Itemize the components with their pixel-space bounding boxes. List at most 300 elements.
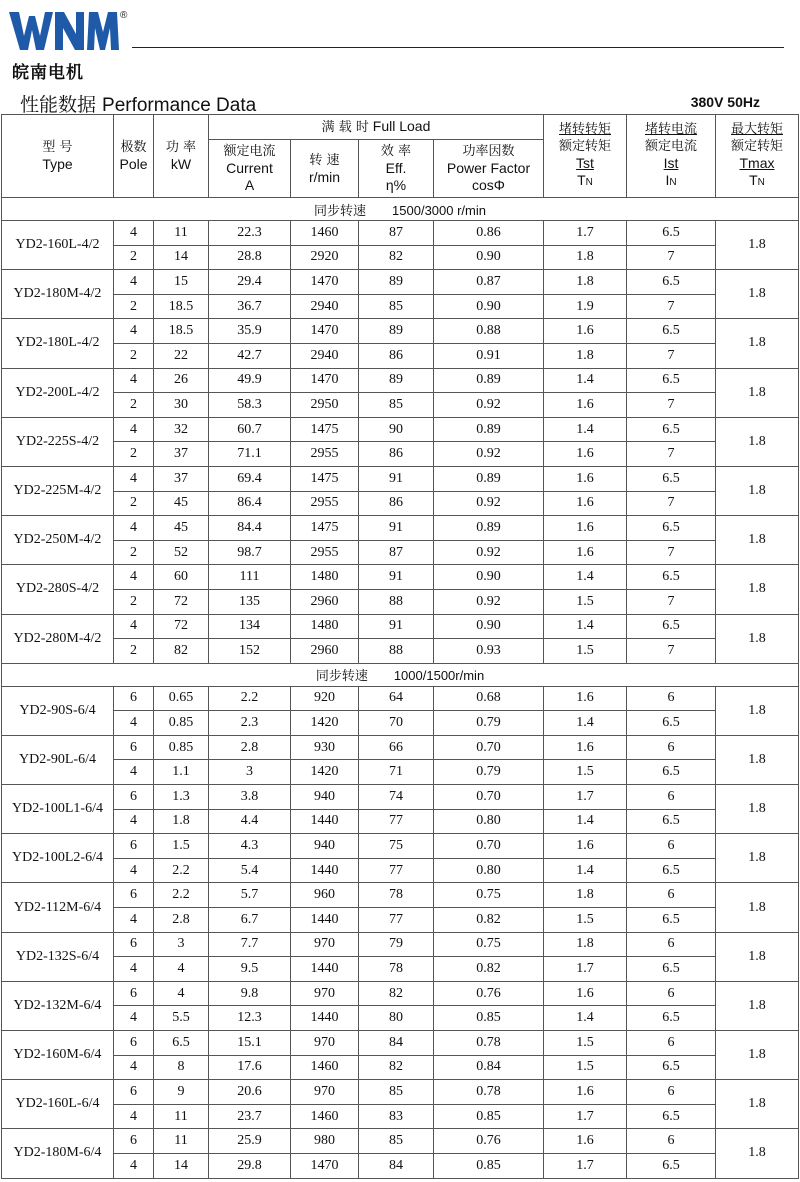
current-cell: 9.5 <box>209 957 291 982</box>
speed-cell: 1440 <box>291 858 359 883</box>
section-label-value: 1000/1500r/min <box>393 668 485 684</box>
max-torque-cell: 1.8 <box>716 614 799 663</box>
locked-current-cell: 6 <box>627 785 716 810</box>
power-factor-cell: 0.84 <box>434 1055 544 1080</box>
power-cell: 30 <box>154 393 209 418</box>
efficiency-cell: 83 <box>359 1104 434 1129</box>
section-label-cn: 同步转速 <box>315 669 368 685</box>
power-cell: 5.5 <box>154 1006 209 1031</box>
power-cell: 8 <box>154 1055 209 1080</box>
power-cell: 11 <box>154 1129 209 1154</box>
speed-cell: 2960 <box>291 589 359 614</box>
header-power: 功 率 kW <box>154 115 209 198</box>
efficiency-cell: 71 <box>359 760 434 785</box>
locked-current-cell: 6.5 <box>627 270 716 295</box>
table-row <box>2 858 799 883</box>
speed-cell: 1460 <box>291 221 359 246</box>
efficiency-cell: 89 <box>359 319 434 344</box>
power-factor-cell: 0.70 <box>434 834 544 859</box>
locked-torque-cell: 1.4 <box>544 368 627 393</box>
power-cell: 2.8 <box>154 908 209 933</box>
locked-torque-cell: 1.8 <box>544 245 627 270</box>
efficiency-cell: 90 <box>359 417 434 442</box>
current-cell: 15.1 <box>209 1031 291 1056</box>
locked-torque-cell: 1.4 <box>544 809 627 834</box>
table-row <box>2 294 799 319</box>
power-factor-cell: 0.87 <box>434 270 544 295</box>
efficiency-cell: 80 <box>359 1006 434 1031</box>
locked-current-cell: 6.5 <box>627 1153 716 1178</box>
locked-torque-cell: 1.7 <box>544 1153 627 1178</box>
locked-current-cell: 6.5 <box>627 957 716 982</box>
header-type: 型 号 Type <box>2 115 114 198</box>
power-cell: 37 <box>154 442 209 467</box>
locked-current-cell: 6.5 <box>627 516 716 541</box>
pole-cell: 4 <box>114 221 154 246</box>
pole-cell: 4 <box>114 1104 154 1129</box>
efficiency-cell: 84 <box>359 1031 434 1056</box>
locked-current-cell: 6.5 <box>627 1055 716 1080</box>
power-cell: 11 <box>154 1104 209 1129</box>
table-row <box>2 785 799 810</box>
current-cell: 3.8 <box>209 785 291 810</box>
speed-cell: 1470 <box>291 319 359 344</box>
table-row <box>2 932 799 957</box>
current-cell: 98.7 <box>209 540 291 565</box>
power-factor-cell: 0.78 <box>434 1031 544 1056</box>
current-cell: 4.3 <box>209 834 291 859</box>
speed-cell: 930 <box>291 735 359 760</box>
power-factor-cell: 0.70 <box>434 785 544 810</box>
header-power-factor: 功率因数 Power Factor cosΦ <box>434 140 544 198</box>
table-row <box>2 957 799 982</box>
table-row <box>2 760 799 785</box>
locked-torque-cell: 1.8 <box>544 883 627 908</box>
current-cell: 134 <box>209 614 291 639</box>
model-type-cell: YD2-160M-6/4 <box>2 1031 114 1080</box>
speed-cell: 940 <box>291 785 359 810</box>
locked-torque-cell: 1.6 <box>544 466 627 491</box>
speed-cell: 1475 <box>291 516 359 541</box>
efficiency-cell: 82 <box>359 981 434 1006</box>
table-row <box>2 270 799 295</box>
power-factor-cell: 0.92 <box>434 491 544 516</box>
power-cell: 4 <box>154 981 209 1006</box>
page-title-en: Performance Data <box>102 95 257 116</box>
section-header <box>2 198 799 221</box>
pole-cell: 6 <box>114 735 154 760</box>
power-cell: 45 <box>154 516 209 541</box>
locked-torque-cell: 1.6 <box>544 834 627 859</box>
power-factor-cell: 0.90 <box>434 294 544 319</box>
pole-cell: 6 <box>114 1080 154 1105</box>
locked-torque-cell: 1.8 <box>544 270 627 295</box>
locked-current-cell: 6 <box>627 1080 716 1105</box>
table-row <box>2 466 799 491</box>
speed-cell: 970 <box>291 1080 359 1105</box>
registered-mark: ® <box>120 10 128 21</box>
locked-current-cell: 6.5 <box>627 1104 716 1129</box>
performance-table <box>1 114 799 1179</box>
pole-cell: 4 <box>114 270 154 295</box>
power-cell: 1.8 <box>154 809 209 834</box>
locked-current-cell: 6.5 <box>627 908 716 933</box>
locked-torque-cell: 1.5 <box>544 1031 627 1056</box>
efficiency-cell: 84 <box>359 1153 434 1178</box>
model-type-cell: YD2-280S-4/2 <box>2 565 114 614</box>
locked-current-cell: 6.5 <box>627 1006 716 1031</box>
power-factor-cell: 0.82 <box>434 908 544 933</box>
model-type-cell: YD2-132M-6/4 <box>2 981 114 1030</box>
speed-cell: 970 <box>291 932 359 957</box>
power-factor-cell: 0.82 <box>434 957 544 982</box>
model-type-cell: YD2-225S-4/2 <box>2 417 114 466</box>
table-row <box>2 809 799 834</box>
locked-current-cell: 7 <box>627 245 716 270</box>
header-current: 额定电流 Current A <box>209 140 291 198</box>
speed-cell: 2955 <box>291 491 359 516</box>
locked-torque-cell: 1.4 <box>544 858 627 883</box>
power-cell: 9 <box>154 1080 209 1105</box>
power-cell: 37 <box>154 466 209 491</box>
table-row <box>2 614 799 639</box>
power-cell: 4 <box>154 957 209 982</box>
model-type-cell: YD2-180M-6/4 <box>2 1129 114 1178</box>
speed-cell: 2955 <box>291 442 359 467</box>
power-factor-cell: 0.75 <box>434 883 544 908</box>
speed-cell: 920 <box>291 686 359 711</box>
section-label-value: 1500/3000 r/min <box>392 202 486 218</box>
efficiency-cell: 70 <box>359 711 434 736</box>
power-factor-cell: 0.86 <box>434 221 544 246</box>
max-torque-cell: 1.8 <box>716 221 799 270</box>
current-cell: 135 <box>209 589 291 614</box>
current-cell: 25.9 <box>209 1129 291 1154</box>
page-title-cn: 性能数据 <box>20 95 97 116</box>
pole-cell: 2 <box>114 245 154 270</box>
speed-cell: 2950 <box>291 393 359 418</box>
efficiency-cell: 79 <box>359 932 434 957</box>
power-factor-cell: 0.68 <box>434 686 544 711</box>
locked-current-cell: 6 <box>627 883 716 908</box>
page-title <box>20 90 256 117</box>
locked-torque-cell: 1.8 <box>544 932 627 957</box>
model-type-cell: YD2-280M-4/2 <box>2 614 114 663</box>
pole-cell: 4 <box>114 614 154 639</box>
power-factor-cell: 0.89 <box>434 368 544 393</box>
model-type-cell: YD2-160L-6/4 <box>2 1080 114 1129</box>
efficiency-cell: 74 <box>359 785 434 810</box>
locked-current-cell: 7 <box>627 343 716 368</box>
pole-cell: 2 <box>114 294 154 319</box>
table-body <box>2 198 799 1179</box>
efficiency-cell: 82 <box>359 245 434 270</box>
locked-torque-cell: 1.4 <box>544 1006 627 1031</box>
locked-current-cell: 6.5 <box>627 221 716 246</box>
power-factor-cell: 0.93 <box>434 639 544 664</box>
model-type-cell: YD2-200L-4/2 <box>2 368 114 417</box>
power-cell: 18.5 <box>154 319 209 344</box>
speed-cell: 1480 <box>291 565 359 590</box>
efficiency-cell: 64 <box>359 686 434 711</box>
locked-current-cell: 6 <box>627 1129 716 1154</box>
power-factor-cell: 0.89 <box>434 516 544 541</box>
power-factor-cell: 0.79 <box>434 711 544 736</box>
power-cell: 0.85 <box>154 711 209 736</box>
current-cell: 20.6 <box>209 1080 291 1105</box>
table-row <box>2 516 799 541</box>
table-row <box>2 565 799 590</box>
pole-cell: 2 <box>114 540 154 565</box>
table-row <box>2 442 799 467</box>
power-cell: 2.2 <box>154 858 209 883</box>
locked-current-cell: 6.5 <box>627 858 716 883</box>
pole-cell: 6 <box>114 932 154 957</box>
pole-cell: 4 <box>114 1153 154 1178</box>
power-factor-cell: 0.89 <box>434 466 544 491</box>
power-factor-cell: 0.85 <box>434 1153 544 1178</box>
current-cell: 2.2 <box>209 686 291 711</box>
locked-current-cell: 7 <box>627 589 716 614</box>
current-cell: 71.1 <box>209 442 291 467</box>
power-cell: 15 <box>154 270 209 295</box>
power-cell: 0.85 <box>154 735 209 760</box>
max-torque-cell: 1.8 <box>716 686 799 735</box>
locked-torque-cell: 1.9 <box>544 294 627 319</box>
max-torque-cell: 1.8 <box>716 1031 799 1080</box>
power-cell: 26 <box>154 368 209 393</box>
speed-cell: 2920 <box>291 245 359 270</box>
locked-current-cell: 7 <box>627 491 716 516</box>
locked-torque-cell: 1.6 <box>544 1080 627 1105</box>
locked-current-cell: 6 <box>627 981 716 1006</box>
current-cell: 7.7 <box>209 932 291 957</box>
header-full-load: 满 载 时 Full Load <box>209 115 544 140</box>
locked-current-cell: 7 <box>627 639 716 664</box>
efficiency-cell: 88 <box>359 589 434 614</box>
current-cell: 29.4 <box>209 270 291 295</box>
power-factor-cell: 0.90 <box>434 245 544 270</box>
max-torque-cell: 1.8 <box>716 1080 799 1129</box>
model-type-cell: YD2-100L1-6/4 <box>2 785 114 834</box>
table-row <box>2 981 799 1006</box>
max-torque-cell: 1.8 <box>716 516 799 565</box>
pole-cell: 4 <box>114 760 154 785</box>
current-cell: 28.8 <box>209 245 291 270</box>
section-label-cn: 同步转速 <box>314 203 367 219</box>
speed-cell: 2940 <box>291 343 359 368</box>
section-header <box>2 663 799 686</box>
efficiency-cell: 85 <box>359 393 434 418</box>
section-header-row <box>2 198 799 221</box>
pole-cell: 4 <box>114 858 154 883</box>
locked-current-cell: 6.5 <box>627 565 716 590</box>
pole-cell: 4 <box>114 809 154 834</box>
table-row <box>2 491 799 516</box>
max-torque-cell: 1.8 <box>716 368 799 417</box>
current-cell: 12.3 <box>209 1006 291 1031</box>
table-row <box>2 393 799 418</box>
current-cell: 9.8 <box>209 981 291 1006</box>
efficiency-cell: 66 <box>359 735 434 760</box>
max-torque-cell: 1.8 <box>716 735 799 784</box>
speed-cell: 1470 <box>291 270 359 295</box>
power-cell: 14 <box>154 245 209 270</box>
efficiency-cell: 91 <box>359 614 434 639</box>
power-factor-cell: 0.89 <box>434 417 544 442</box>
locked-torque-cell: 1.6 <box>544 686 627 711</box>
power-factor-cell: 0.85 <box>434 1006 544 1031</box>
table-row <box>2 1031 799 1056</box>
power-factor-cell: 0.85 <box>434 1104 544 1129</box>
table-row <box>2 1080 799 1105</box>
efficiency-cell: 91 <box>359 516 434 541</box>
locked-current-cell: 6.5 <box>627 319 716 344</box>
power-factor-cell: 0.80 <box>434 809 544 834</box>
efficiency-cell: 82 <box>359 1055 434 1080</box>
table-row <box>2 221 799 246</box>
max-torque-cell: 1.8 <box>716 270 799 319</box>
pole-cell: 6 <box>114 834 154 859</box>
power-cell: 22 <box>154 343 209 368</box>
current-cell: 29.8 <box>209 1153 291 1178</box>
speed-cell: 1475 <box>291 466 359 491</box>
table-row <box>2 245 799 270</box>
efficiency-cell: 77 <box>359 908 434 933</box>
locked-torque-cell: 1.5 <box>544 908 627 933</box>
pole-cell: 6 <box>114 883 154 908</box>
current-cell: 60.7 <box>209 417 291 442</box>
table-row <box>2 540 799 565</box>
speed-cell: 960 <box>291 883 359 908</box>
brand-name-cn: 皖南电机 <box>12 63 84 83</box>
locked-current-cell: 6.5 <box>627 368 716 393</box>
pole-cell: 4 <box>114 466 154 491</box>
header-divider <box>132 47 784 48</box>
header-max-torque: 最大转矩 额定转矩 Tmax TN <box>716 115 799 198</box>
pole-cell: 4 <box>114 368 154 393</box>
efficiency-cell: 87 <box>359 540 434 565</box>
wnm-logo-icon <box>8 6 120 54</box>
pole-cell: 4 <box>114 516 154 541</box>
brand-logo <box>8 6 133 83</box>
power-cell: 6.5 <box>154 1031 209 1056</box>
current-cell: 2.3 <box>209 711 291 736</box>
speed-cell: 1470 <box>291 1153 359 1178</box>
current-cell: 2.8 <box>209 735 291 760</box>
pole-cell: 4 <box>114 565 154 590</box>
locked-current-cell: 6.5 <box>627 466 716 491</box>
speed-cell: 1420 <box>291 760 359 785</box>
model-type-cell: YD2-132S-6/4 <box>2 932 114 981</box>
power-factor-cell: 0.92 <box>434 393 544 418</box>
locked-current-cell: 6 <box>627 735 716 760</box>
pole-cell: 6 <box>114 1031 154 1056</box>
current-cell: 86.4 <box>209 491 291 516</box>
pole-cell: 4 <box>114 908 154 933</box>
power-cell: 32 <box>154 417 209 442</box>
efficiency-cell: 75 <box>359 834 434 859</box>
max-torque-cell: 1.8 <box>716 319 799 368</box>
speed-cell: 1480 <box>291 614 359 639</box>
current-cell: 42.7 <box>209 343 291 368</box>
locked-torque-cell: 1.8 <box>544 343 627 368</box>
power-factor-cell: 0.79 <box>434 760 544 785</box>
pole-cell: 6 <box>114 1129 154 1154</box>
power-factor-cell: 0.92 <box>434 442 544 467</box>
locked-torque-cell: 1.6 <box>544 393 627 418</box>
model-type-cell: YD2-180L-4/2 <box>2 319 114 368</box>
table-row <box>2 417 799 442</box>
speed-cell: 2940 <box>291 294 359 319</box>
header-speed: 转 速 r/min <box>291 140 359 198</box>
current-cell: 152 <box>209 639 291 664</box>
max-torque-cell: 1.8 <box>716 785 799 834</box>
locked-torque-cell: 1.6 <box>544 735 627 760</box>
locked-current-cell: 7 <box>627 540 716 565</box>
max-torque-cell: 1.8 <box>716 932 799 981</box>
locked-torque-cell: 1.6 <box>544 442 627 467</box>
current-cell: 35.9 <box>209 319 291 344</box>
power-factor-cell: 0.92 <box>434 540 544 565</box>
efficiency-cell: 88 <box>359 639 434 664</box>
locked-current-cell: 6.5 <box>627 711 716 736</box>
locked-current-cell: 7 <box>627 442 716 467</box>
table-row <box>2 343 799 368</box>
locked-current-cell: 6.5 <box>627 760 716 785</box>
power-factor-cell: 0.88 <box>434 319 544 344</box>
efficiency-cell: 89 <box>359 270 434 295</box>
efficiency-cell: 87 <box>359 221 434 246</box>
speed-cell: 1440 <box>291 809 359 834</box>
power-cell: 14 <box>154 1153 209 1178</box>
locked-current-cell: 6 <box>627 686 716 711</box>
power-factor-cell: 0.90 <box>434 565 544 590</box>
efficiency-cell: 78 <box>359 883 434 908</box>
locked-torque-cell: 1.4 <box>544 417 627 442</box>
table-row <box>2 639 799 664</box>
header-efficiency: 效 率 Eff. η% <box>359 140 434 198</box>
locked-current-cell: 6.5 <box>627 809 716 834</box>
current-cell: 23.7 <box>209 1104 291 1129</box>
table-row <box>2 319 799 344</box>
locked-torque-cell: 1.5 <box>544 1055 627 1080</box>
speed-cell: 2955 <box>291 540 359 565</box>
power-cell: 72 <box>154 614 209 639</box>
section-header-row <box>2 663 799 686</box>
power-factor-cell: 0.76 <box>434 981 544 1006</box>
table-row <box>2 883 799 908</box>
pole-cell: 2 <box>114 639 154 664</box>
model-type-cell: YD2-160L-4/2 <box>2 221 114 270</box>
current-cell: 5.7 <box>209 883 291 908</box>
speed-cell: 980 <box>291 1129 359 1154</box>
locked-torque-cell: 1.5 <box>544 639 627 664</box>
efficiency-cell: 86 <box>359 343 434 368</box>
model-type-cell: YD2-225M-4/2 <box>2 466 114 515</box>
pole-cell: 4 <box>114 1006 154 1031</box>
locked-current-cell: 6.5 <box>627 417 716 442</box>
power-cell: 45 <box>154 491 209 516</box>
pole-cell: 4 <box>114 417 154 442</box>
power-factor-cell: 0.78 <box>434 1080 544 1105</box>
table-row <box>2 711 799 736</box>
table-row <box>2 834 799 859</box>
locked-torque-cell: 1.6 <box>544 516 627 541</box>
current-cell: 6.7 <box>209 908 291 933</box>
max-torque-cell: 1.8 <box>716 883 799 932</box>
current-cell: 84.4 <box>209 516 291 541</box>
